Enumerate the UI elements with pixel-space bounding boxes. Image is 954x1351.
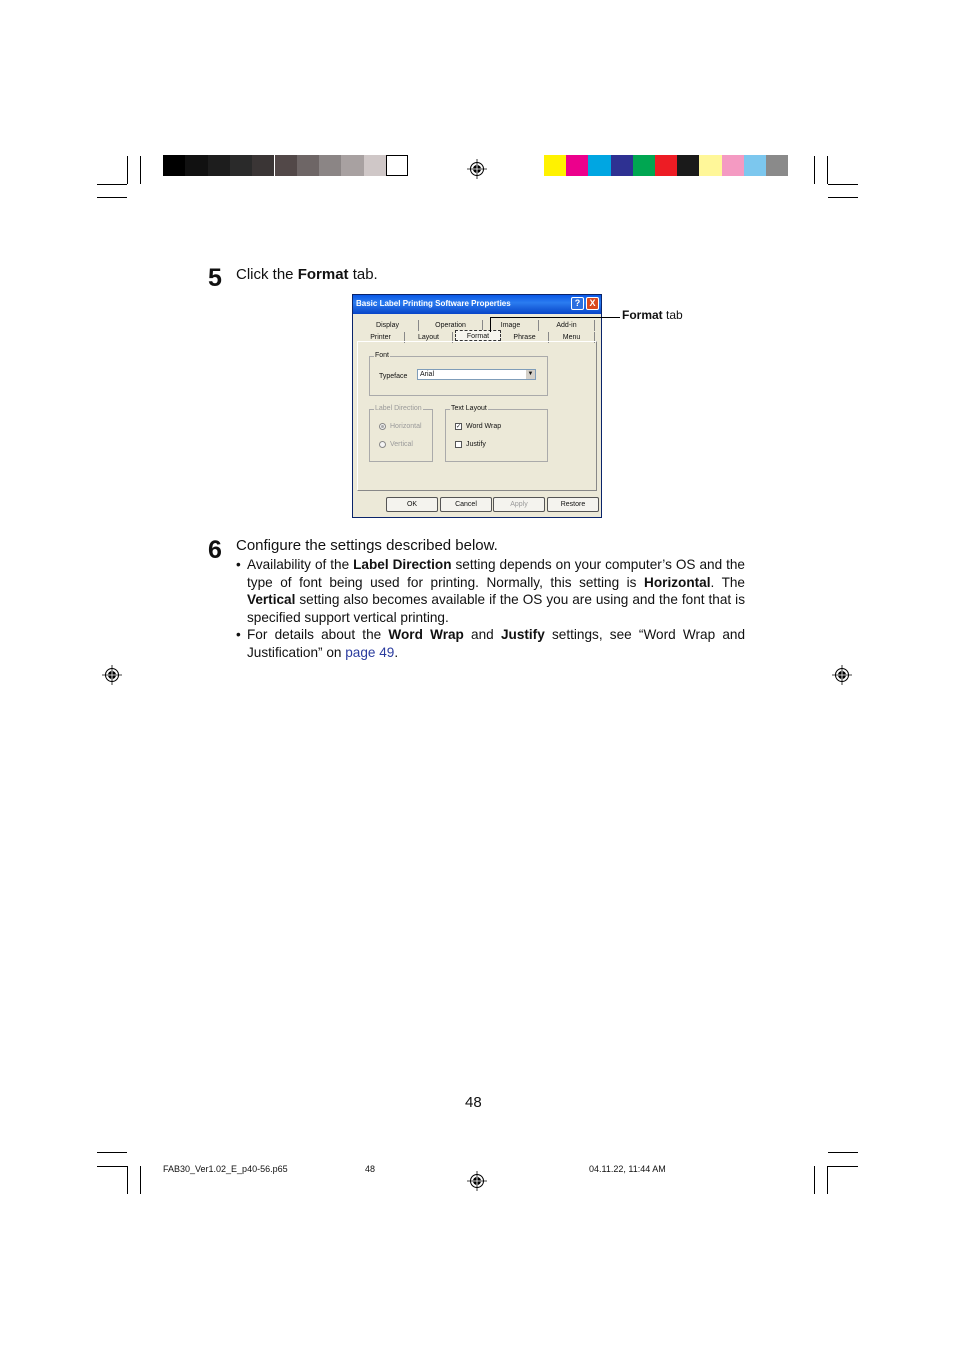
- registration-mark-icon: [467, 1171, 487, 1191]
- color-swatch: [766, 155, 788, 176]
- tab-menu[interactable]: Menu: [549, 332, 595, 343]
- crop-mark: [828, 184, 858, 185]
- typeface-value: Arial: [420, 371, 435, 378]
- color-swatch: [208, 155, 230, 176]
- help-icon[interactable]: ?: [571, 297, 584, 310]
- tab-display[interactable]: Display: [357, 320, 419, 331]
- footer-file: FAB30_Ver1.02_E_p40-56.p65: [163, 1164, 288, 1174]
- crop-mark: [127, 156, 128, 184]
- color-swatch: [744, 155, 766, 176]
- text: For details about the: [247, 627, 389, 643]
- text: .: [394, 644, 399, 660]
- term: Word Wrap: [388, 627, 464, 643]
- bullet-item: • For details about the Word Wrap and Justify settings, see “Word Wrap and Justification” on page 49.: [236, 627, 746, 660]
- horizontal-radio[interactable]: [379, 423, 386, 430]
- footer-page: 48: [365, 1164, 376, 1174]
- text: and: [463, 627, 501, 643]
- word-wrap-label: Word Wrap: [466, 423, 502, 430]
- step-number: 6: [208, 536, 222, 564]
- registration-mark-icon: [467, 159, 487, 179]
- text: setting also becomes available if the OS you are using and the font that is specified support vertical printing.: [247, 592, 745, 625]
- color-swatch: [566, 155, 588, 176]
- dialog-titlebar: [353, 295, 601, 314]
- color-swatch: [185, 155, 207, 176]
- font-group: [369, 352, 548, 396]
- label-direction-group: [369, 405, 433, 462]
- page-number: 48: [465, 1094, 482, 1111]
- color-swatch: [655, 155, 677, 176]
- term: Label Direction: [353, 557, 452, 572]
- color-swatch: [611, 155, 633, 176]
- color-swatch: [364, 155, 386, 176]
- callout-line: [490, 317, 491, 332]
- color-swatch: [252, 155, 274, 176]
- step-text-bold: Format: [297, 266, 349, 283]
- footer-date: 04.11.22, 11:44 AM: [589, 1164, 666, 1174]
- restore-button[interactable]: Restore: [547, 497, 599, 512]
- group-legend: Text Layout: [451, 405, 487, 412]
- text: . The: [710, 574, 745, 590]
- crop-mark: [814, 156, 815, 184]
- crop-mark: [140, 156, 141, 184]
- color-swatch: [633, 155, 655, 176]
- crop-mark: [828, 1166, 858, 1167]
- vertical-radio[interactable]: [379, 441, 386, 448]
- step-instruction: [236, 266, 378, 283]
- apply-button[interactable]: Apply: [493, 497, 545, 512]
- color-swatch: [230, 155, 252, 176]
- ok-button[interactable]: OK: [386, 497, 438, 512]
- step-body: [236, 556, 745, 662]
- step-number: 5: [208, 264, 222, 292]
- crop-mark: [140, 1166, 141, 1194]
- group-legend: Font: [375, 352, 390, 359]
- typeface-select[interactable]: [417, 369, 536, 380]
- callout-text: tab: [662, 308, 683, 322]
- color-swatch: [677, 155, 699, 176]
- tab-format[interactable]: Format: [455, 330, 501, 341]
- justify-checkbox[interactable]: [455, 441, 462, 448]
- crop-mark: [827, 1166, 828, 1194]
- justify-label: Justify: [466, 441, 486, 448]
- vertical-label: Vertical: [390, 441, 413, 448]
- tab-image[interactable]: Image: [483, 320, 539, 331]
- text: setting depends on your computer’s OS and the type of font being used for printing. Normally, this setting is: [247, 557, 745, 590]
- crop-mark: [97, 1166, 127, 1167]
- callout-line: [490, 317, 620, 318]
- text-layout-group: [445, 405, 548, 462]
- color-swatch: [341, 155, 363, 176]
- chevron-down-icon[interactable]: ▼: [527, 371, 534, 377]
- term: Vertical: [247, 592, 296, 608]
- step-heading: Configure the settings described below.: [236, 537, 498, 554]
- group-legend: Label Direction: [375, 405, 422, 412]
- registration-mark-icon: [102, 665, 122, 685]
- horizontal-label: Horizontal: [390, 423, 422, 430]
- text: Availability of the: [247, 557, 354, 572]
- tab-add-in[interactable]: Add-in: [539, 320, 595, 331]
- callout-label: [622, 308, 683, 322]
- registration-mark-icon: [832, 665, 852, 685]
- dialog-title: Basic Label Printing Software Properties: [356, 299, 511, 308]
- color-swatch: [699, 155, 721, 176]
- step-text: Click the: [236, 266, 298, 283]
- tab-phrase[interactable]: Phrase: [501, 332, 549, 343]
- crop-mark: [814, 1166, 815, 1194]
- crop-mark: [127, 1166, 128, 1194]
- tab-printer[interactable]: Printer: [357, 332, 405, 343]
- color-swatch: [163, 155, 185, 176]
- tab-operation[interactable]: Operation: [419, 320, 483, 331]
- term: Horizontal: [644, 574, 711, 590]
- close-icon[interactable]: X: [586, 297, 599, 310]
- bullet-item: • Availability of the Label Direction setting depends on your computer’s OS and the type of font being used for printing. Normally, this setting is Horizontal. The Vertical setting also becomes available if the OS you are using and the font that is specified support vertical printing.: [236, 557, 745, 625]
- crop-mark: [97, 184, 127, 185]
- properties-dialog: [352, 294, 602, 518]
- crop-mark: [827, 156, 828, 184]
- tab-layout[interactable]: Layout: [405, 332, 453, 343]
- crop-mark: [97, 197, 127, 198]
- typeface-label: Typeface: [379, 373, 408, 380]
- crop-mark: [97, 1152, 127, 1153]
- crop-mark: [828, 1152, 858, 1153]
- cancel-button[interactable]: Cancel: [440, 497, 492, 512]
- word-wrap-checkbox[interactable]: ✓: [456, 424, 462, 430]
- color-swatch: [386, 155, 408, 176]
- page-link[interactable]: page 49: [345, 644, 395, 660]
- color-swatch: [319, 155, 341, 176]
- crop-mark: [828, 197, 858, 198]
- text: settings, see “Word Wrap and Justification” on: [247, 627, 746, 660]
- term: Justify: [500, 627, 545, 643]
- color-swatch: [722, 155, 744, 176]
- format-panel: [357, 341, 597, 491]
- step-text: tab.: [348, 266, 378, 283]
- callout-bold: Format: [622, 308, 663, 322]
- color-swatch: [275, 155, 297, 176]
- color-swatch: [588, 155, 610, 176]
- color-swatch: [297, 155, 319, 176]
- color-swatch: [544, 155, 566, 176]
